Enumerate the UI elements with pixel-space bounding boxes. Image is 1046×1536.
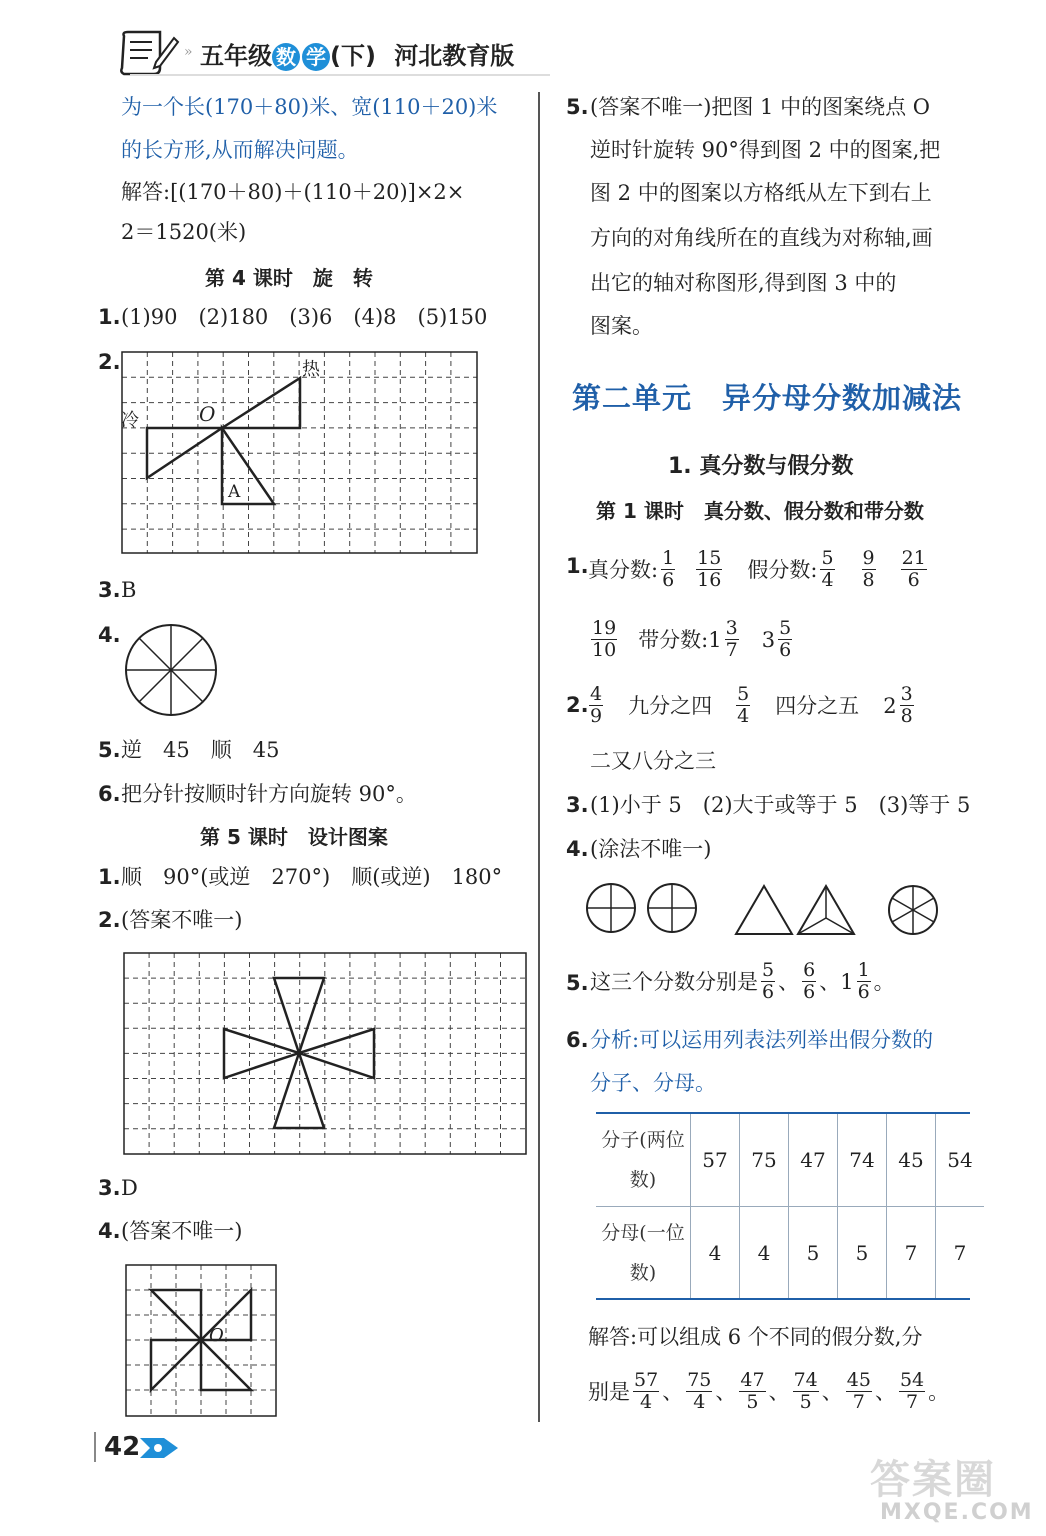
- fraction: $\frac{75}{4}$: [687, 1369, 712, 1413]
- mixed-whole: 2: [883, 693, 897, 718]
- l4-q5-number: 5.: [98, 738, 121, 762]
- mixed-whole: 1: [840, 969, 854, 994]
- label-hot: 热: [302, 359, 320, 380]
- l5-q4-answer: (答案不唯一): [121, 1219, 243, 1243]
- r2-q3-number: 3.: [566, 793, 589, 817]
- header-arrows: »: [184, 44, 193, 60]
- separator: 、: [715, 1379, 737, 1404]
- separator: 、: [778, 969, 800, 994]
- separator: 、: [874, 1379, 896, 1404]
- l4-q2-number: 2.: [98, 350, 121, 374]
- table-row-label: 分子(两位数): [596, 1114, 691, 1207]
- fraction: $\frac{5}{4}$: [821, 547, 834, 591]
- lesson5-title: 第 5 课时 设计图案: [200, 825, 388, 849]
- l4-q5-answer: 逆 45 顺 45: [121, 738, 280, 762]
- r2-q6-answer-2: [588, 1370, 949, 1413]
- notebook-pencil-icon: [118, 28, 180, 78]
- r2-q1-line-1: [588, 548, 930, 591]
- r-q5-line-2: 逆时针旋转 90°得到图 2 中的图案,把: [590, 138, 941, 162]
- r2-q1-line-2: [588, 618, 795, 661]
- pattern-grid-figure-1: [124, 953, 527, 1155]
- l5-q3-number: 3.: [98, 1176, 121, 1200]
- r2-q3-answer: (1)小于 5 (2)大于或等于 5 (3)等于 5: [590, 793, 971, 817]
- l5-q1-answer: 顺 90°(或逆 270°) 顺(或逆) 180°: [121, 865, 503, 889]
- l4-q3-answer: B: [121, 578, 137, 602]
- label-a: A: [228, 482, 241, 502]
- subject-badge-2: 学: [302, 43, 330, 71]
- r2-q2-text-3: 二又八分之三: [590, 749, 716, 773]
- fraction: $\frac{5}{6}$: [762, 959, 775, 1003]
- r2-q4-number: 4.: [566, 837, 589, 861]
- fraction: $\frac{5}{4}$: [737, 683, 750, 727]
- l4-q6-number: 6.: [98, 782, 121, 806]
- fraction: $\frac{6}{6}$: [803, 959, 816, 1003]
- period: 。: [928, 1379, 950, 1404]
- fraction-table: [596, 1114, 984, 1299]
- fraction: $\frac{54}{7}$: [899, 1369, 925, 1413]
- r-q5-line-4: 方向的对角线所在的直线为对称轴,画: [590, 226, 933, 250]
- l4-q4-number: 4.: [98, 623, 121, 647]
- fraction: $\frac{47}{5}$: [740, 1369, 765, 1413]
- table-cell: 47: [789, 1114, 838, 1207]
- r2-q4-answer: (涂法不唯一): [590, 837, 712, 861]
- answer-line-1: 解答:[(170＋80)＋(110＋20)]×2×: [121, 180, 465, 204]
- table-bottom-rule: [596, 1298, 970, 1300]
- table-cell: 74: [838, 1114, 887, 1207]
- r2-q5-number: 5.: [566, 971, 589, 995]
- l4-q1-number: 1.: [98, 305, 121, 329]
- subject-badge-1: 数: [272, 43, 300, 71]
- q2-text-1: 九分之四: [628, 693, 713, 718]
- r-q5-line-5: 出它的轴对称图形,得到图 3 中的: [590, 271, 897, 295]
- intro-line-2: 的长方形,从而解决问题。: [121, 138, 359, 162]
- circle-eighths-figure: [124, 623, 218, 717]
- fraction: $\frac{74}{5}$: [793, 1369, 818, 1413]
- header-underline: [130, 74, 550, 76]
- r2-q6-number: 6.: [566, 1028, 589, 1052]
- column-divider: [538, 92, 540, 1422]
- fraction: $\frac{3}{8}$: [900, 683, 913, 727]
- fraction: $\frac{5}{6}$: [779, 617, 792, 661]
- watermark-url: MXQE.COM: [880, 1500, 1034, 1525]
- pattern-grid-figure-2: [126, 1265, 277, 1417]
- table-cell: 5: [838, 1207, 887, 1300]
- intro-line-1: 为一个长(170＋80)米、宽(110＋20)米: [121, 95, 498, 119]
- rotation-grid-figure: [122, 352, 478, 554]
- fraction: $\frac{9}{8}$: [862, 547, 875, 591]
- fraction: $\frac{1}{6}$: [662, 547, 675, 591]
- lesson4-title: 第 4 课时 旋 转: [205, 266, 373, 290]
- r-q5-line-6: 图案。: [590, 314, 653, 338]
- fraction: $\frac{57}{4}$: [634, 1369, 659, 1413]
- page-number: 42: [104, 1432, 141, 1462]
- r2-q6-line-2: 分子、分母。: [590, 1071, 716, 1095]
- table-row: [596, 1207, 984, 1300]
- proper-label: 真分数:: [588, 557, 659, 582]
- r-q5-line-1: (答案不唯一)把图 1 中的图案绕点 O: [590, 95, 930, 119]
- l5-q2-answer: (答案不唯一): [121, 908, 243, 932]
- fraction: $\frac{45}{7}$: [846, 1369, 871, 1413]
- section-title: 1. 真分数与假分数: [668, 454, 854, 479]
- table-cell: 75: [740, 1114, 789, 1207]
- improper-label: 假分数:: [747, 557, 818, 582]
- table-cell: 7: [887, 1207, 936, 1300]
- r2-q5-line: [590, 960, 895, 1003]
- page-number-bar: [94, 1432, 96, 1462]
- table-cell: 5: [789, 1207, 838, 1300]
- page-arrow-icon: [138, 1434, 182, 1462]
- period: 。: [873, 969, 895, 994]
- q6-answer-prefix: 别是: [588, 1379, 630, 1404]
- fraction: $\frac{3}{7}$: [725, 617, 738, 661]
- table-cell: 4: [691, 1207, 740, 1300]
- fraction: $\frac{15}{16}$: [697, 547, 722, 591]
- mixed-whole: 3: [761, 627, 776, 652]
- l5-q1-number: 1.: [98, 865, 121, 889]
- l4-q3-number: 3.: [98, 578, 121, 602]
- r2-q6-answer-1: 解答:可以组成 6 个不同的假分数,分: [588, 1325, 923, 1349]
- l5-q3-answer: D: [121, 1176, 138, 1200]
- r2-q2-line: [586, 684, 917, 727]
- r-q5-line-3: 图 2 中的图案以方格纸从左下到右上: [590, 181, 932, 205]
- fraction: $\frac{4}{9}$: [590, 683, 603, 727]
- fraction: $\frac{1}{6}$: [857, 959, 870, 1003]
- table-row: [596, 1114, 984, 1207]
- table-cell: 45: [887, 1114, 936, 1207]
- separator: 、: [768, 1379, 790, 1404]
- table-cell: 7: [953, 1241, 967, 1265]
- unit-title: 第二单元 异分母分数加减法: [572, 381, 963, 415]
- table-cell: 4: [740, 1207, 789, 1300]
- shapes-fractions-figure: [584, 880, 944, 940]
- l5-q4-number: 4.: [98, 1219, 121, 1243]
- header-title: [200, 36, 514, 71]
- table-cell: 57: [691, 1114, 740, 1207]
- fraction: $\frac{19}{10}$: [592, 617, 617, 661]
- l4-q1-answer: (1)90 (2)180 (3)6 (4)8 (5)150: [121, 305, 488, 329]
- r2-q6-line-1: 分析:可以运用列表法列举出假分数的: [590, 1028, 934, 1052]
- fraction: $\frac{21}{6}$: [901, 547, 926, 591]
- table-row-label: 分母(一位数): [596, 1207, 691, 1300]
- answer-line-2: 2＝1520(米): [121, 220, 247, 244]
- label-o: O: [199, 402, 216, 426]
- l5-q2-number: 2.: [98, 908, 121, 932]
- label-cold: 冷: [121, 410, 139, 431]
- volume-label: (下): [330, 42, 376, 70]
- q5b-text: 这三个分数分别是: [590, 969, 758, 994]
- l4-q6-answer: 把分针按顺时针方向旋转 90°。: [121, 782, 417, 806]
- fig3-label-o: O: [209, 1325, 224, 1346]
- separator: 、: [662, 1379, 684, 1404]
- lesson1-title: 第 1 课时 真分数、假分数和带分数: [596, 499, 924, 523]
- mixed-label: 带分数:: [638, 627, 709, 652]
- q2-text-2: 四分之五: [775, 693, 860, 718]
- separator: 、: [819, 969, 841, 994]
- grade-label: 五年级: [200, 42, 272, 70]
- watermark-logo: 答案圈: [870, 1457, 996, 1503]
- edition-label: 河北教育版: [394, 42, 515, 70]
- r2-q1-number: 1.: [566, 554, 589, 578]
- r2-q2-number: 2.: [566, 693, 589, 717]
- r-q5-number: 5.: [566, 95, 589, 119]
- mixed-whole: 1: [708, 627, 722, 652]
- separator: 、: [821, 1379, 843, 1404]
- table-cell: 54: [936, 1114, 985, 1207]
